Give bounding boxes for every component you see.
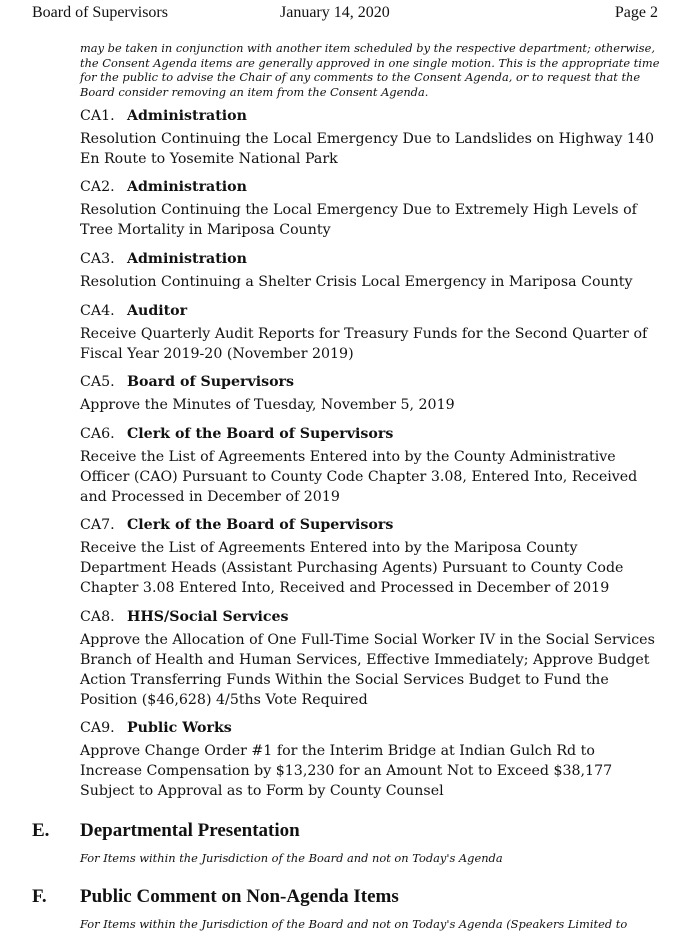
section-letter: E. — [32, 820, 50, 841]
item-heading — [80, 373, 660, 391]
agenda-item-ca6 — [80, 425, 660, 507]
item-heading — [80, 250, 660, 268]
item-description: Approve the Allocation of One Full-Time Social Worker IV in the Social Services Branch of Health and Human Services, Effective Immediately; Approve Budget Action Transferring Funds Within the Social Services Budget to Fund the Position ($46,628) 4/5ths Vote Required — [80, 632, 655, 708]
agenda-item-ca5 — [80, 373, 660, 415]
agenda-item-ca9 — [80, 719, 660, 801]
item-description: Receive the List of Agreements Entered into by the Mariposa County Department Heads (Assistant Purchasing Agents) Pursuant to County Code Chapter 3.08 Entered Into, Received and Processed in December of 2019 — [80, 540, 624, 596]
item-number: CA9. — [80, 720, 115, 736]
section-title: Public Comment on Non-Agenda Items — [80, 886, 399, 907]
item-number: CA2. — [80, 179, 115, 195]
item-heading — [80, 516, 660, 534]
consent-agenda-intro: may be taken in conjunction with another item scheduled by the respective department; otherwise, the Consent Agenda items are generally approved in one single motion. This is the appropriate time for the public to advise the Chair of any comments to the Consent Agenda, or to request that the Board consider removing an item from the Consent Agenda. — [80, 41, 660, 99]
item-description: Approve the Minutes of Tuesday, November 5, 2019 — [80, 397, 455, 413]
item-department: Administration — [127, 108, 247, 124]
section-letter: F. — [32, 886, 47, 907]
item-description: Receive Quarterly Audit Reports for Treasury Funds for the Second Quarter of Fiscal Year 2019-20 (November 2019) — [80, 326, 648, 362]
item-department: Auditor — [127, 303, 188, 319]
item-number: CA7. — [80, 517, 115, 533]
item-department: Administration — [127, 251, 247, 267]
agenda-item-ca3 — [80, 250, 660, 292]
header-board-name: Board of Supervisors — [32, 4, 168, 21]
section-title: Departmental Presentation — [80, 820, 300, 841]
item-description: Resolution Continuing a Shelter Crisis Local Emergency in Mariposa County — [80, 274, 633, 290]
item-department: Public Works — [127, 720, 232, 736]
item-number: CA8. — [80, 609, 115, 625]
item-description: Approve Change Order #1 for the Interim Bridge at Indian Gulch Rd to Increase Compensation by $13,230 for an Amount Not to Exceed $38,177 Subject to Approval as to Form by County Counsel — [80, 743, 613, 799]
item-department: Clerk of the Board of Supervisors — [127, 426, 394, 442]
item-number: CA3. — [80, 251, 115, 267]
item-heading — [80, 719, 660, 737]
item-heading — [80, 302, 660, 320]
item-heading — [80, 107, 660, 125]
item-number: CA1. — [80, 108, 115, 124]
page-header — [32, 4, 658, 26]
section-note: For Items within the Jurisdiction of the Board and not on Today's Agenda (Speakers Limited to — [80, 917, 628, 931]
item-number: CA4. — [80, 303, 115, 319]
agenda-item-ca7 — [80, 516, 660, 598]
item-heading — [80, 425, 660, 443]
item-department: Clerk of the Board of Supervisors — [127, 517, 394, 533]
item-department: HHS/Social Services — [127, 609, 289, 625]
section-note: For Items within the Jurisdiction of the Board and not on Today's Agenda — [80, 851, 503, 865]
item-department: Board of Supervisors — [127, 374, 295, 390]
item-department: Administration — [127, 179, 247, 195]
item-heading — [80, 608, 660, 626]
header-page-number: Page 2 — [614, 4, 658, 21]
item-description: Receive the List of Agreements Entered into by the County Administrative Officer (CAO) Pursuant to County Code Chapter 3.08, Entered Into, Received and Processed in December of 2019 — [80, 449, 638, 505]
item-number: CA6. — [80, 426, 115, 442]
item-description: Resolution Continuing the Local Emergency Due to Extremely High Levels of Tree Mortality in Mariposa County — [80, 202, 637, 238]
item-number: CA5. — [80, 374, 115, 390]
item-heading — [80, 178, 660, 196]
agenda-item-ca8 — [80, 608, 660, 710]
agenda-item-ca4 — [80, 302, 660, 364]
item-description: Resolution Continuing the Local Emergency Due to Landslides on Highway 140 En Route to Yosemite National Park — [80, 131, 654, 167]
header-date: January 14, 2020 — [280, 4, 390, 21]
agenda-item-ca2 — [80, 178, 660, 240]
agenda-item-ca1 — [80, 107, 660, 169]
